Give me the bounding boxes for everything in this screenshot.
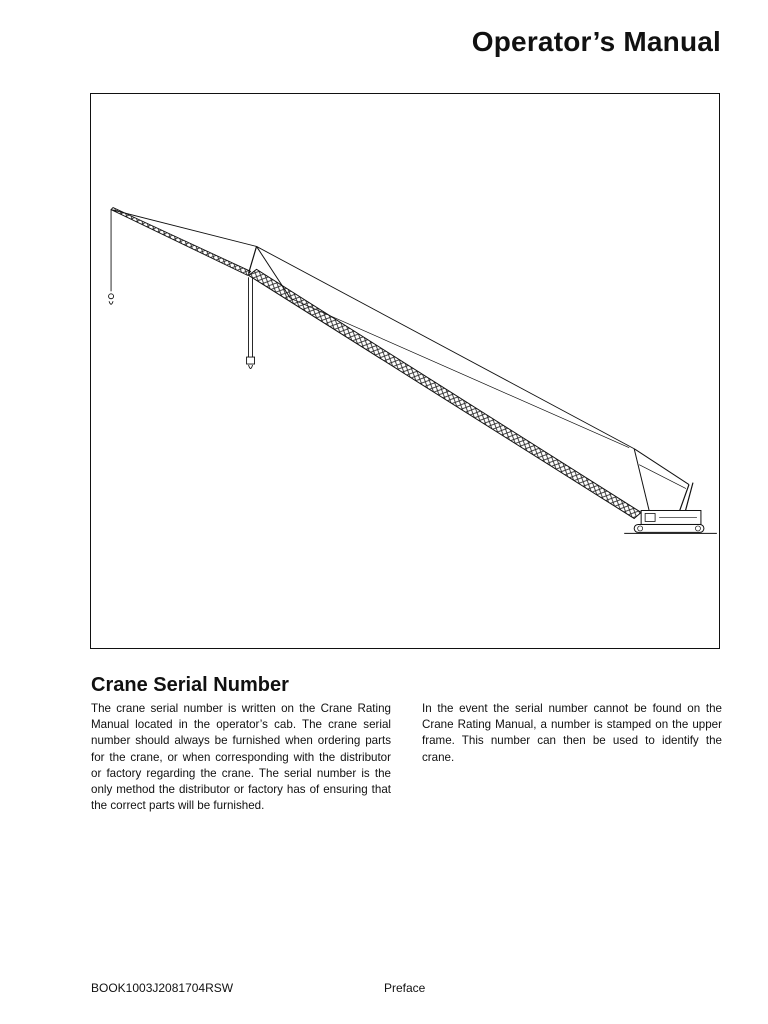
section-heading: Crane Serial Number <box>91 674 289 696</box>
serial-number-alternative-paragraph: In the event the serial number cannot be found on the Crane Rating Manual, a number is stamped on the upper frame. This number can then be used to identify the crane. <box>422 702 722 764</box>
footer-book-code: BOOK1003J2081704RSW <box>91 981 234 995</box>
serial-number-paragraph: The crane serial number is written on the Crane Rating Manual located in the operator’s cab. The crane serial number should always be furnished when ordering parts for the crane, or when corresponding with the distributor or factory regarding the crane. The serial number is the only method the distributor or factory has of ensuring that the correct parts will be furnished. <box>91 702 391 813</box>
page-title: Operator’s Manual <box>471 26 721 57</box>
crane-illustration-icon <box>91 94 719 648</box>
crane-figure <box>90 93 720 649</box>
footer-section-name: Preface <box>384 981 426 995</box>
